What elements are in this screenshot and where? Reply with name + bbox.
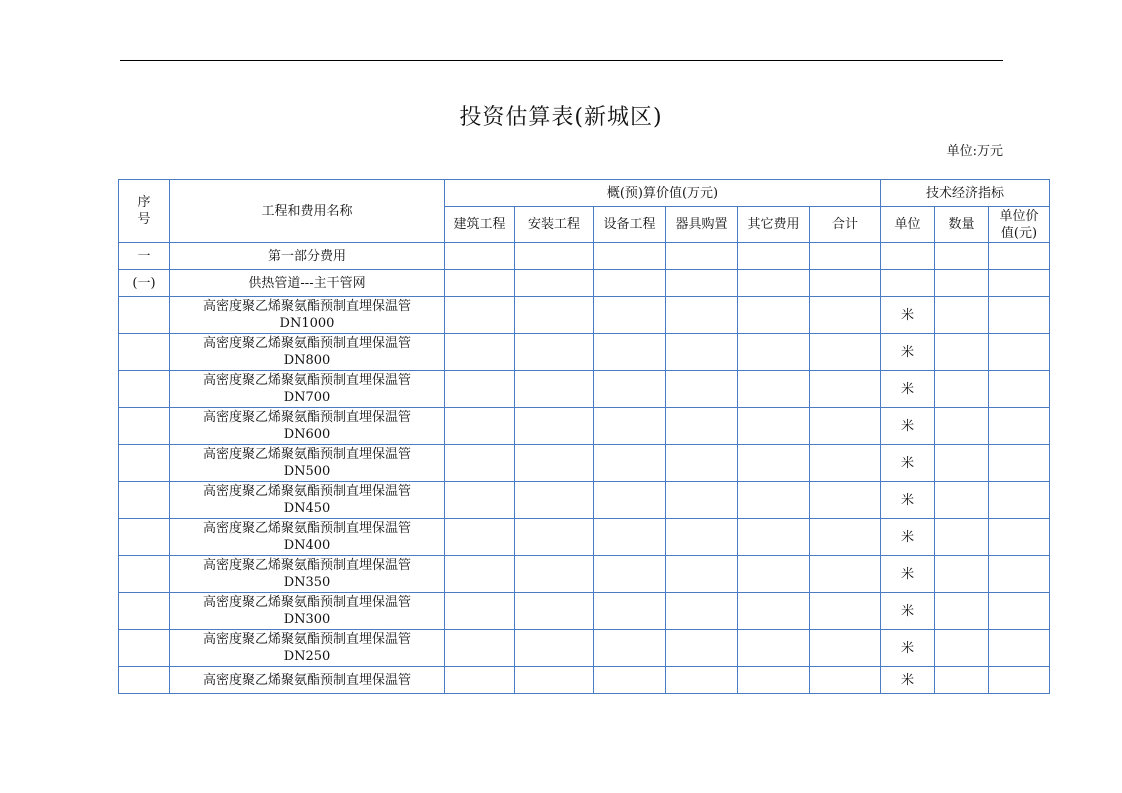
unit-note: 单位:万元 <box>946 144 1003 159</box>
cell-total <box>810 630 881 667</box>
cell-tools <box>666 519 738 556</box>
cell-unit <box>881 243 935 270</box>
cell-other <box>738 243 810 270</box>
header-col-unit-price: 单位价 值(元) <box>989 207 1050 243</box>
row-spec: DN350 <box>283 575 331 590</box>
table-row <box>119 556 1050 593</box>
table-row <box>119 408 1050 445</box>
row-name-text: 高密度聚乙烯聚氨酯预制直埋保温管 <box>202 484 411 499</box>
header-estimate-group: 概(预)算价值(万元) <box>445 180 881 207</box>
cell-equipment <box>594 371 666 408</box>
row-name <box>170 334 445 371</box>
cell-other <box>738 667 810 694</box>
cell-other <box>738 593 810 630</box>
cell-unit: 米 <box>881 667 935 694</box>
cell-unit-price <box>989 445 1050 482</box>
cell-building <box>445 630 515 667</box>
cell-unit-price <box>989 519 1050 556</box>
cell-unit: 米 <box>881 371 935 408</box>
header-col-building: 建筑工程 <box>445 207 515 243</box>
row-spec: DN800 <box>283 353 331 368</box>
cell-total <box>810 482 881 519</box>
row-name <box>170 630 445 667</box>
cell-unit: 米 <box>881 334 935 371</box>
row-seq <box>119 667 170 694</box>
table-row <box>119 297 1050 334</box>
row-seq <box>119 482 170 519</box>
header-col-unit: 单位 <box>881 207 935 243</box>
cell-equipment <box>594 519 666 556</box>
cell-install <box>515 371 594 408</box>
cell-equipment <box>594 270 666 297</box>
cell-unit: 米 <box>881 445 935 482</box>
cell-equipment <box>594 334 666 371</box>
cell-equipment <box>594 445 666 482</box>
header-name: 工程和费用名称 <box>170 180 445 243</box>
cell-install <box>515 408 594 445</box>
row-name-text: 高密度聚乙烯聚氨酯预制直埋保温管 <box>202 447 411 462</box>
cell-qty <box>935 445 989 482</box>
cell-total <box>810 243 881 270</box>
cell-install <box>515 243 594 270</box>
cell-unit: 米 <box>881 519 935 556</box>
row-name <box>170 593 445 630</box>
table-row <box>119 270 1050 297</box>
cell-building <box>445 593 515 630</box>
header-tech-group: 技术经济指标 <box>881 180 1050 207</box>
row-spec: DN1000 <box>279 316 335 331</box>
cell-tools <box>666 270 738 297</box>
table-row <box>119 482 1050 519</box>
cell-other <box>738 482 810 519</box>
cell-equipment <box>594 482 666 519</box>
cell-other <box>738 334 810 371</box>
cell-qty <box>935 270 989 297</box>
cell-qty <box>935 408 989 445</box>
table-row <box>119 334 1050 371</box>
row-name-text: 高密度聚乙烯聚氨酯预制直埋保温管 <box>202 558 411 573</box>
row-seq <box>119 445 170 482</box>
cell-unit-price <box>989 297 1050 334</box>
cell-install <box>515 667 594 694</box>
cell-unit-price <box>989 630 1050 667</box>
cell-unit-price <box>989 482 1050 519</box>
cell-unit-price <box>989 243 1050 270</box>
cell-equipment <box>594 556 666 593</box>
cell-unit <box>881 270 935 297</box>
cell-unit: 米 <box>881 630 935 667</box>
cell-tools <box>666 593 738 630</box>
cell-tools <box>666 482 738 519</box>
cell-unit: 米 <box>881 593 935 630</box>
cell-qty <box>935 334 989 371</box>
table-row <box>119 667 1050 694</box>
cell-total <box>810 445 881 482</box>
cell-install <box>515 519 594 556</box>
cell-unit-price <box>989 334 1050 371</box>
cell-install <box>515 334 594 371</box>
cell-other <box>738 270 810 297</box>
row-seq: 一 <box>119 243 170 270</box>
cell-unit-price <box>989 556 1050 593</box>
cell-other <box>738 371 810 408</box>
row-seq <box>119 556 170 593</box>
cell-total <box>810 270 881 297</box>
cell-total <box>810 371 881 408</box>
cell-tools <box>666 630 738 667</box>
cell-tools <box>666 371 738 408</box>
table-row <box>119 593 1050 630</box>
cell-total <box>810 667 881 694</box>
cell-tools <box>666 408 738 445</box>
row-seq <box>119 371 170 408</box>
cell-tools <box>666 556 738 593</box>
cell-total <box>810 519 881 556</box>
row-name <box>170 408 445 445</box>
cell-tools <box>666 334 738 371</box>
table-row <box>119 243 1050 270</box>
cell-equipment <box>594 593 666 630</box>
row-spec: DN700 <box>283 390 331 405</box>
table-row <box>119 445 1050 482</box>
cell-building <box>445 297 515 334</box>
row-name <box>170 371 445 408</box>
cell-building <box>445 334 515 371</box>
cell-install <box>515 556 594 593</box>
cell-qty <box>935 667 989 694</box>
row-seq <box>119 630 170 667</box>
cell-building <box>445 556 515 593</box>
header-col-equipment: 设备工程 <box>594 207 666 243</box>
row-name-text: 高密度聚乙烯聚氨酯预制直埋保温管 <box>202 410 411 425</box>
cell-unit: 米 <box>881 408 935 445</box>
cell-building <box>445 482 515 519</box>
row-name-text: 高密度聚乙烯聚氨酯预制直埋保温管 <box>202 521 411 536</box>
row-name-text: 高密度聚乙烯聚氨酯预制直埋保温管 <box>202 336 411 351</box>
page-title: 投资估算表(新城区) <box>459 105 663 130</box>
cell-total <box>810 556 881 593</box>
row-name-text: 第一部分费用 <box>267 248 346 264</box>
cell-install <box>515 445 594 482</box>
row-name <box>170 556 445 593</box>
table-body <box>119 243 1050 694</box>
cell-total <box>810 593 881 630</box>
row-name <box>170 243 445 270</box>
cell-qty <box>935 371 989 408</box>
cell-qty <box>935 593 989 630</box>
estimate-table <box>118 179 1050 694</box>
cell-other <box>738 445 810 482</box>
row-seq <box>119 408 170 445</box>
cell-unit: 米 <box>881 556 935 593</box>
cell-qty <box>935 556 989 593</box>
cell-equipment <box>594 243 666 270</box>
row-name-text: 高密度聚乙烯聚氨酯预制直埋保温管 <box>202 632 411 647</box>
cell-building <box>445 408 515 445</box>
row-name-text: 高密度聚乙烯聚氨酯预制直埋保温管 <box>202 672 411 688</box>
cell-equipment <box>594 667 666 694</box>
cell-install <box>515 630 594 667</box>
cell-total <box>810 408 881 445</box>
row-name <box>170 297 445 334</box>
row-name-text: 高密度聚乙烯聚氨酯预制直埋保温管 <box>202 595 411 610</box>
cell-tools <box>666 667 738 694</box>
row-spec: DN500 <box>283 464 331 479</box>
row-spec: DN300 <box>283 612 331 627</box>
header-col-qty: 数量 <box>935 207 989 243</box>
cell-building <box>445 667 515 694</box>
cell-unit: 米 <box>881 297 935 334</box>
row-name <box>170 667 445 694</box>
cell-qty <box>935 482 989 519</box>
cell-other <box>738 408 810 445</box>
header-col-total: 合计 <box>810 207 881 243</box>
table-row <box>119 630 1050 667</box>
cell-other <box>738 519 810 556</box>
cell-unit: 米 <box>881 482 935 519</box>
cell-tools <box>666 445 738 482</box>
table-header <box>119 180 1050 243</box>
cell-building <box>445 243 515 270</box>
header-col-other: 其它费用 <box>738 207 810 243</box>
table-row <box>119 371 1050 408</box>
row-seq <box>119 593 170 630</box>
row-seq <box>119 519 170 556</box>
row-spec: DN400 <box>283 538 331 553</box>
row-spec: DN250 <box>283 649 331 664</box>
table-row <box>119 519 1050 556</box>
cell-other <box>738 630 810 667</box>
row-seq <box>119 297 170 334</box>
cell-other <box>738 556 810 593</box>
cell-building <box>445 270 515 297</box>
row-name <box>170 519 445 556</box>
cell-unit-price <box>989 270 1050 297</box>
cell-equipment <box>594 408 666 445</box>
cell-unit-price <box>989 371 1050 408</box>
row-seq <box>119 334 170 371</box>
header-rule <box>120 60 1003 61</box>
cell-unit-price <box>989 408 1050 445</box>
row-name <box>170 445 445 482</box>
cell-building <box>445 519 515 556</box>
header-col-install: 安装工程 <box>515 207 594 243</box>
row-seq: (一) <box>119 270 170 297</box>
cell-unit-price <box>989 667 1050 694</box>
cell-tools <box>666 243 738 270</box>
cell-equipment <box>594 630 666 667</box>
cell-total <box>810 334 881 371</box>
cell-total <box>810 297 881 334</box>
cell-qty <box>935 243 989 270</box>
row-name <box>170 482 445 519</box>
cell-building <box>445 371 515 408</box>
row-name <box>170 270 445 297</box>
header-seq: 序 号 <box>119 180 170 243</box>
cell-unit-price <box>989 593 1050 630</box>
cell-building <box>445 445 515 482</box>
cell-qty <box>935 297 989 334</box>
row-name-text: 高密度聚乙烯聚氨酯预制直埋保温管 <box>202 373 411 388</box>
cell-install <box>515 270 594 297</box>
cell-install <box>515 297 594 334</box>
cell-qty <box>935 630 989 667</box>
cell-qty <box>935 519 989 556</box>
row-spec: DN600 <box>283 427 331 442</box>
row-spec: DN450 <box>283 501 331 516</box>
header-col-tools: 器具购置 <box>666 207 738 243</box>
cell-other <box>738 297 810 334</box>
cell-install <box>515 593 594 630</box>
row-name-text: 高密度聚乙烯聚氨酯预制直埋保温管 <box>202 299 411 314</box>
cell-tools <box>666 297 738 334</box>
cell-equipment <box>594 297 666 334</box>
row-name-text: 供热管道---主干管网 <box>248 275 366 291</box>
cell-install <box>515 482 594 519</box>
